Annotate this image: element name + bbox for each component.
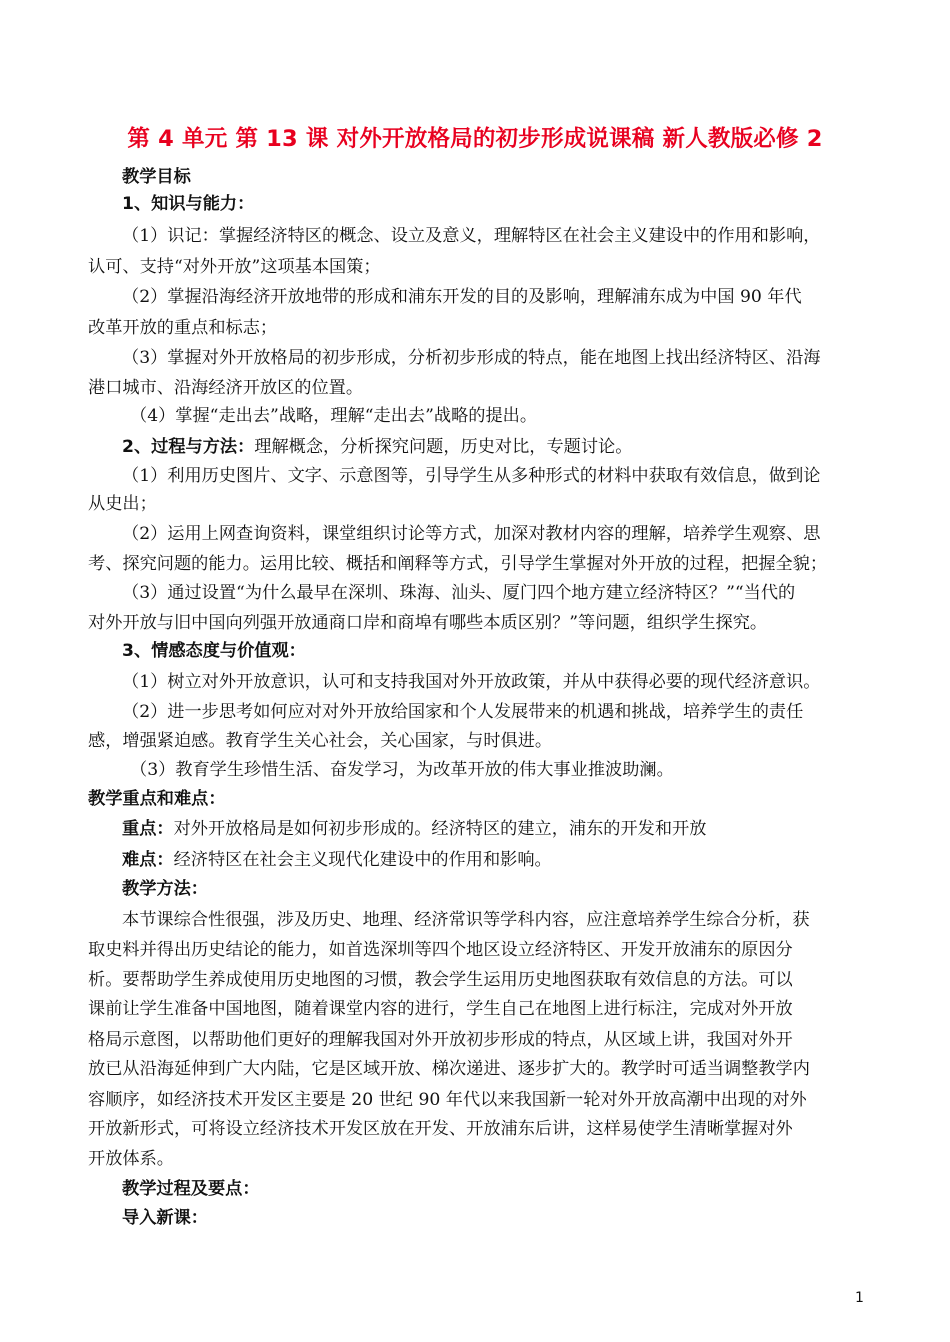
line-text: 对外开放与旧中国向列强开放通商口岸和商埠有哪些本质区别？”等问题，组织学生探究。 xyxy=(88,613,768,633)
bold-text: 教学重点和难点： xyxy=(88,789,226,809)
line-text: （2）进一步思考如何应对对外开放给国家和个人发展带来的机遇和挑战，培养学生的责任 xyxy=(122,702,804,722)
body-line xyxy=(88,553,827,575)
body-line xyxy=(88,1058,810,1080)
body-line xyxy=(88,939,793,961)
line-text: 考、探究问题的能力。运用比较、概括和阐释等方式，引导学生掌握对外开放的过程，把握全貌； xyxy=(88,554,828,574)
line-text: 容顺序，如经济技术开发区主要是 20 世纪 90 年代以来我国新一轮对外开放高潮中出现的对外 xyxy=(88,1090,807,1110)
body-line xyxy=(122,878,208,900)
line-text: 改革开放的重点和标志； xyxy=(88,318,278,338)
body-line xyxy=(122,523,820,545)
body-line xyxy=(122,849,552,871)
line-text: （3）掌握对外开放格局的初步形成，分析初步形成的特点，能在地图上找出经济特区、沿海 xyxy=(122,348,821,368)
body-line xyxy=(122,1178,260,1200)
body-line xyxy=(88,1148,174,1170)
body-line xyxy=(88,377,363,399)
line-text: 对外开放格局是如何初步形成的。经济特区的建立，浦东的开发和开放 xyxy=(173,819,707,839)
body-line xyxy=(88,612,767,634)
line-text: 感，增强紧迫感。教育学生关心社会，关心国家，与时俱进。 xyxy=(88,731,553,751)
body-line xyxy=(88,493,157,515)
line-text: （3）通过设置“为什么最早在深圳、珠海、汕头、厦门四个地方建立经济特区？”“当代的 xyxy=(122,583,796,603)
bold-text: 3、情感态度与价值观： xyxy=(122,641,306,661)
body-line xyxy=(122,582,795,604)
body-line xyxy=(88,1089,807,1111)
line-text: 认可、支持“对外开放”这项基本国策； xyxy=(88,257,381,277)
line-text: （2）掌握沿海经济开放地带的形成和浦东开发的目的及影响，理解浦东成为中国 90 年代 xyxy=(122,287,802,307)
body-line xyxy=(122,465,820,487)
body-line xyxy=(88,1118,793,1140)
body-line xyxy=(122,818,706,840)
body-line xyxy=(122,640,306,662)
line-text: （1）识记：掌握经济特区的概念、设立及意义，理解特区在社会主义建设中的作用和影响， xyxy=(122,226,821,246)
body-line xyxy=(122,193,254,215)
body-line xyxy=(88,998,793,1020)
bold-text: 教学目标 xyxy=(122,167,191,187)
body-line xyxy=(122,347,820,369)
line-text: 从史出； xyxy=(88,494,157,514)
line-text: 开放新形式，可将设立经济技术开发区放在开发、开放浦东后讲，这样易使学生清晰掌握对外 xyxy=(88,1119,793,1139)
body-line xyxy=(88,788,226,810)
line-text: 本节课综合性很强，涉及历史、地理、经济常识等学科内容，应注意培养学生综合分析，获 xyxy=(122,910,810,930)
document-title: 第 4 单元 第 13 课 对外开放格局的初步形成说课稿 新人教版必修 2 xyxy=(127,126,823,152)
body-line xyxy=(88,1029,793,1051)
body-line xyxy=(130,759,674,781)
line-text: 析。要帮助学生养成使用历史地图的习惯，教会学生运用历史地图获取有效信息的方法。可以 xyxy=(88,970,793,990)
bold-text: 重点： xyxy=(122,819,174,839)
bold-text: 2、过程与方法： xyxy=(122,437,255,457)
line-text: 理解概念，分析探究问题，历史对比，专题讨论。 xyxy=(254,437,633,457)
body-line xyxy=(122,671,820,693)
line-text: （2）运用上网查询资料，课堂组织讨论等方式，加深对教材内容的理解，培养学生观察、思 xyxy=(122,524,821,544)
line-text: （3）教育学生珍惜生活、奋发学习，为改革开放的伟大事业推波助澜。 xyxy=(130,760,674,780)
bold-text: 难点： xyxy=(122,850,174,870)
body-line xyxy=(122,166,191,188)
line-text: 港口城市、沿海经济开放区的位置。 xyxy=(88,378,364,398)
line-text: （1）利用历史图片、文字、示意图等，引导学生从多种形式的材料中获取有效信息，做到论 xyxy=(122,466,821,486)
page-number: 1 xyxy=(855,1290,864,1306)
line-text: 课前让学生准备中国地图，随着课堂内容的进行，学生自己在地图上进行标注，完成对外开放 xyxy=(88,999,793,1019)
line-text: 放已从沿海延伸到广大内陆，它是区域开放、梯次递进、逐步扩大的。教学时可适当调整教学内 xyxy=(88,1059,810,1079)
bold-text: 导入新课： xyxy=(122,1208,208,1228)
body-line xyxy=(122,436,632,458)
body-line xyxy=(130,405,537,427)
bold-text: 教学方法： xyxy=(122,879,208,899)
bold-text: 教学过程及要点： xyxy=(122,1179,260,1199)
body-line xyxy=(122,1207,208,1229)
body-line xyxy=(122,225,820,247)
body-line xyxy=(88,730,552,752)
line-text: （4）掌握“走出去”战略，理解“走出去”战略的提出。 xyxy=(130,406,538,426)
line-text: 经济特区在社会主义现代化建设中的作用和影响。 xyxy=(173,850,552,870)
body-line xyxy=(88,969,793,991)
body-line xyxy=(88,317,277,339)
body-line xyxy=(122,909,810,931)
line-text: 格局示意图，以帮助他们更好的理解我国对外开放初步形成的特点，从区域上讲，我国对外开 xyxy=(88,1030,793,1050)
line-text: 取史料并得出历史结论的能力，如首选深圳等四个地区设立经济特区、开发开放浦东的原因分 xyxy=(88,940,793,960)
body-line xyxy=(122,286,802,308)
bold-text: 1、知识与能力： xyxy=(122,194,255,214)
line-text: （1）树立对外开放意识，认可和支持我国对外开放政策，并从中获得必要的现代经济意识。 xyxy=(122,672,821,692)
line-text: 开放体系。 xyxy=(88,1149,174,1169)
body-line xyxy=(122,701,803,723)
body-line xyxy=(88,256,381,278)
